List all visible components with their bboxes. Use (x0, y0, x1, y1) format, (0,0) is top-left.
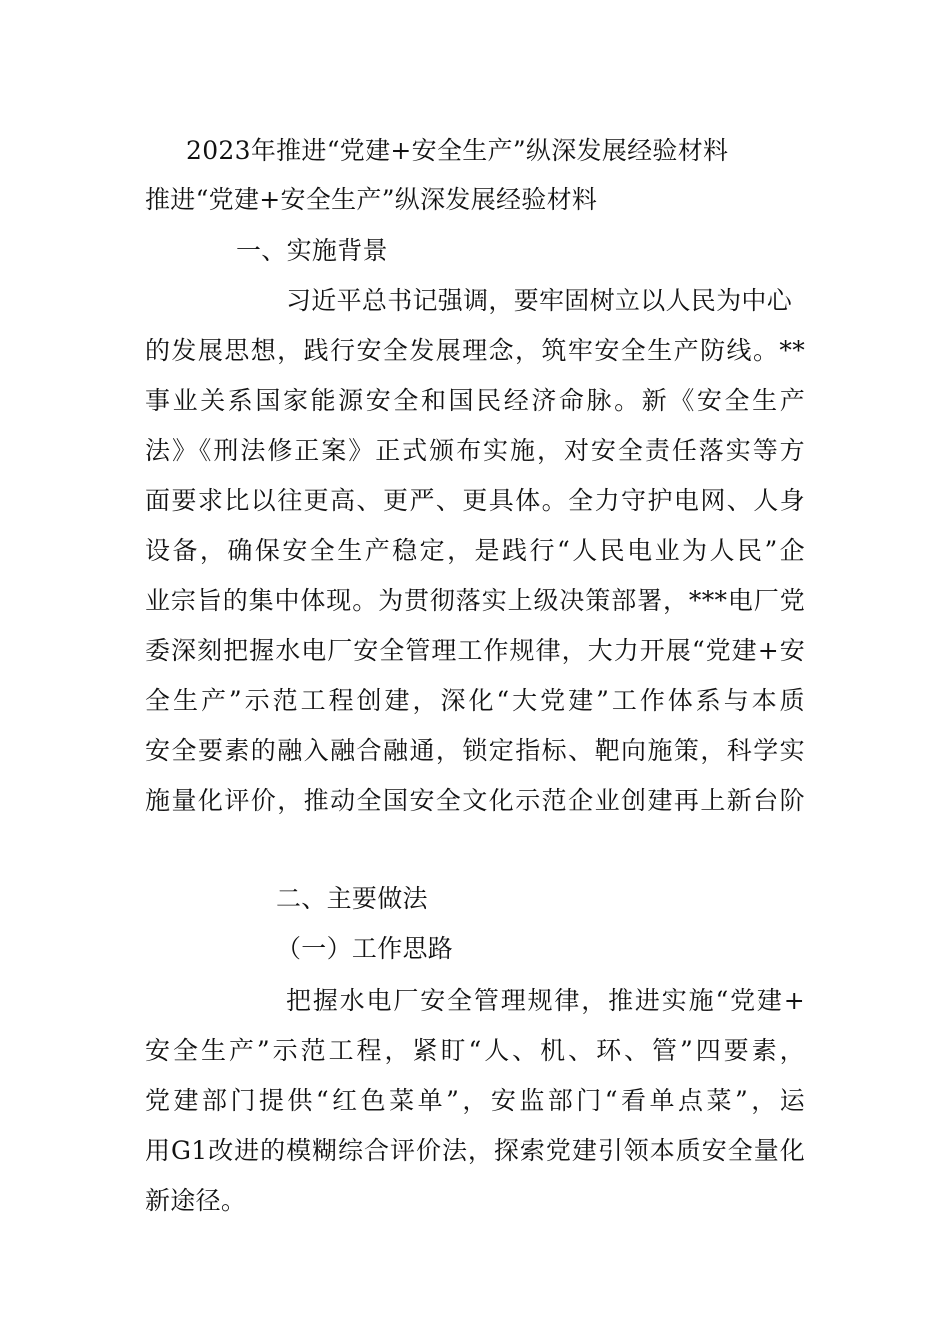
section-1-paragraph-line: 的发展思想，践行安全发展理念，筑牢安全生产防线。** (145, 336, 805, 365)
section-1-paragraph-line: 习近平总书记强调，要牢固树立以人民为中心 (286, 286, 793, 315)
section-1-paragraph-line: 施量化评价，推动全国安全文化示范企业创建再上新台阶 (145, 786, 805, 815)
section-1-paragraph-line: 事业关系国家能源安全和国民经济命脉。新《安全生产 (145, 386, 805, 415)
subsection-1-paragraph-line: 用G1改进的模糊综合评价法，探索党建引领本质安全量化 (145, 1136, 805, 1165)
subsection-1-paragraph-line: 新途径。 (145, 1186, 247, 1215)
subsection-1-paragraph-line: 安全生产”示范工程，紧盯“人、机、环、管”四要素， (145, 1036, 805, 1065)
document-subtitle: 推进“党建+安全生产”纵深发展经验材料 (145, 185, 598, 214)
subsection-1-paragraph-line: 把握水电厂安全管理规律，推进实施“党建+ (286, 986, 805, 1015)
section-2-heading: 二、主要做法 (276, 884, 428, 913)
document-title: 2023年推进“党建+安全生产”纵深发展经验材料 (186, 136, 729, 165)
section-1-paragraph-line: 全生产”示范工程创建，深化“大党建”工作体系与本质 (145, 686, 805, 715)
section-1-paragraph-line: 业宗旨的集中体现。为贯彻落实上级决策部署，***电厂党 (145, 586, 805, 615)
subsection-1-heading: （一）工作思路 (276, 934, 454, 963)
section-1-paragraph-line: 面要求比以往更高、更严、更具体。全力守护电网、人身 (145, 486, 805, 515)
section-1-heading: 一、实施背景 (236, 236, 388, 265)
section-1-paragraph-line: 安全要素的融入融合融通，锁定指标、靶向施策，科学实 (145, 736, 805, 765)
subsection-1-paragraph-line: 党建部门提供“红色菜单”，安监部门“看单点菜”，运 (145, 1086, 805, 1115)
section-1-paragraph-line: 设备，确保安全生产稳定，是践行“人民电业为人民”企 (145, 536, 805, 565)
section-1-paragraph-line: 法》《刑法修正案》正式颁布实施，对安全责任落实等方 (145, 436, 805, 465)
section-1-paragraph-line: 委深刻把握水电厂安全管理工作规律，大力开展“党建+安 (145, 636, 805, 665)
